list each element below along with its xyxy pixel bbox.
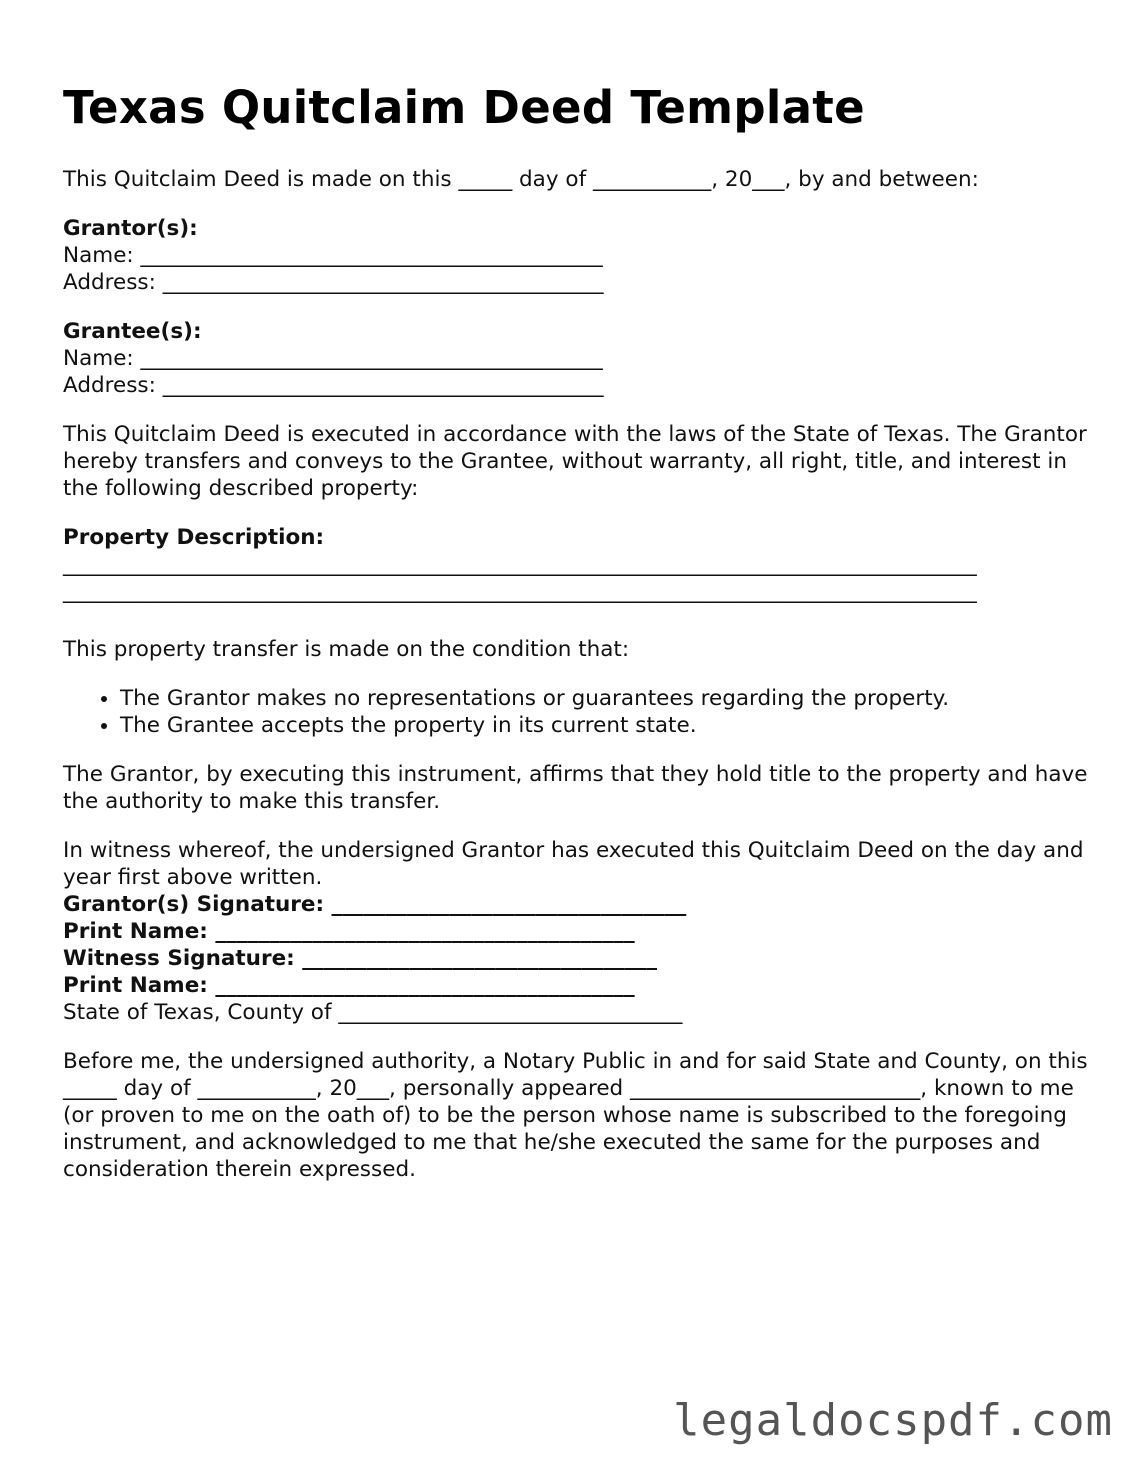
property-description-heading: Property Description: xyxy=(63,525,325,550)
grantee-name-field: Name: ___________________________________________ xyxy=(63,346,603,371)
document-title: Texas Quitclaim Deed Template xyxy=(63,81,865,134)
document-page xyxy=(63,80,1093,1183)
intro-paragraph: This Quitclaim Deed is made on this _____ day of ___________, 20___, by and between: xyxy=(63,167,979,192)
property-description-line: _____________________________________________________________________________________ xyxy=(63,579,977,604)
witness-print-name-line: Print Name: _______________________________________ xyxy=(63,973,635,998)
grantor-name-field: Name: ___________________________________________ xyxy=(63,243,603,268)
condition-item: • The Grantor makes no representations or guarantees regarding the property. xyxy=(120,685,1093,712)
witness-signature-line: Witness Signature: _________________________________ xyxy=(63,946,657,971)
conditions-list xyxy=(63,685,1093,739)
grantee-address-field: Address: _________________________________________ xyxy=(63,373,604,398)
condition-intro: This property transfer is made on the condition that: xyxy=(63,637,630,662)
affirmation-paragraph: The Grantor, by executing this instrument, affirms that they hold title to the property and have the authority to make this transfer. xyxy=(63,762,1088,814)
property-description-line: _____________________________________________________________________________________ xyxy=(63,552,977,577)
witness-paragraph: In witness whereof, the undersigned Grantor has executed this Quitclaim Deed on the day and year first above written. xyxy=(63,838,1084,890)
grantor-address-field: Address: _________________________________________ xyxy=(63,270,604,295)
grantor-heading: Grantor(s): xyxy=(63,216,198,241)
grantor-signature-line: Grantor(s) Signature: _________________________________ xyxy=(63,892,687,917)
grantor-print-name-line: Print Name: _______________________________________ xyxy=(63,919,635,944)
county-line: State of Texas, County of ________________________________ xyxy=(63,1000,683,1025)
execution-paragraph: This Quitclaim Deed is executed in accordance with the laws of the State of Texas. The Grantor hereby transfers and conveys to the Grantee, without warranty, all right, title, and interest in the following described property: xyxy=(63,422,1087,501)
grantee-heading: Grantee(s): xyxy=(63,319,202,344)
notary-paragraph: Before me, the undersigned authority, a Notary Public in and for said State and County, on this _____ day of ___________, 20___, personally appeared ___________________________, known to me (or proven to me on the oath of) to be the person whose name is subscribed to the foregoing instrument, and acknowledged to me that he/she executed the same for the purposes and consideration therein expressed. xyxy=(63,1049,1088,1182)
condition-item: • The Grantee accepts the property in its current state. xyxy=(120,712,1093,739)
watermark-text: legaldocspdf.com xyxy=(673,1395,1113,1446)
